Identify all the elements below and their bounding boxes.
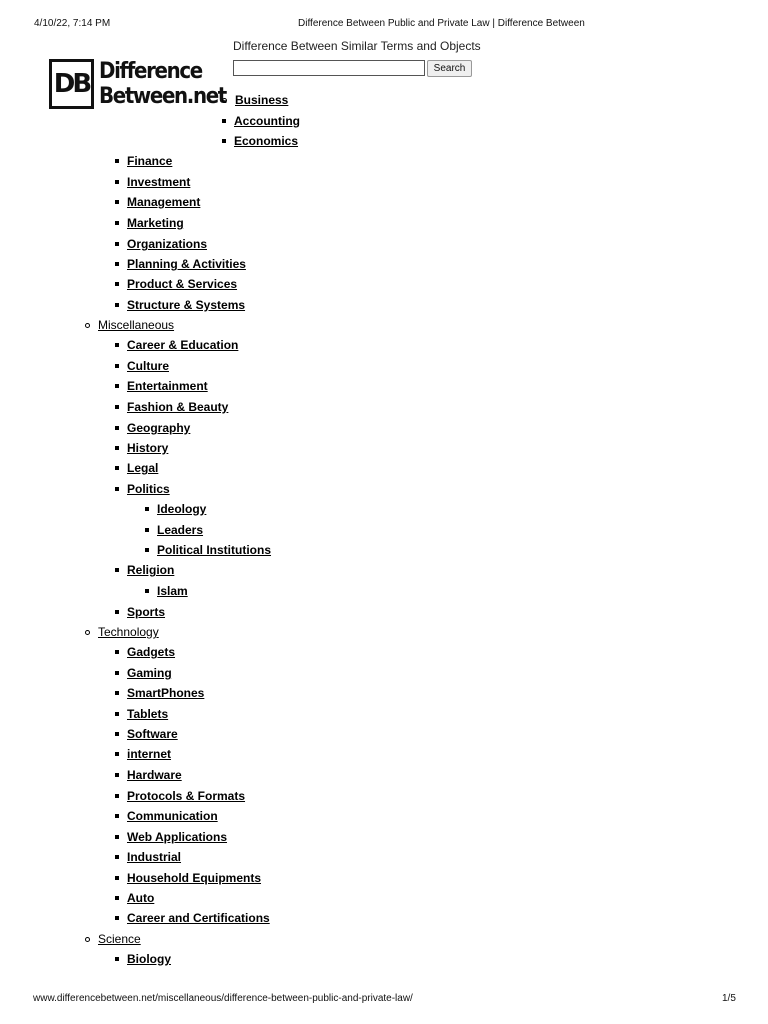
- nav-subitem[interactable]: [115, 421, 190, 435]
- nav-link-career-certifications[interactable]: Career and Certifications: [127, 911, 270, 925]
- square-bullet-icon: [115, 180, 119, 184]
- nav-subitem[interactable]: [115, 195, 200, 209]
- search-button[interactable]: Search: [427, 60, 472, 77]
- logo-line-1: Difference: [99, 59, 202, 84]
- square-bullet-icon: [115, 896, 119, 900]
- nav-link-industrial[interactable]: Industrial: [127, 850, 182, 864]
- square-bullet-icon: [115, 426, 119, 430]
- nav-link-internet[interactable]: internet: [127, 747, 172, 761]
- square-bullet-icon: [115, 691, 119, 695]
- square-bullet-icon: [115, 568, 119, 572]
- nav-subsubitem[interactable]: [145, 523, 203, 537]
- nav-link-smartphones[interactable]: SmartPhones: [127, 686, 205, 700]
- nav-link-politics[interactable]: Politics: [127, 482, 170, 496]
- nav-subitem[interactable]: [115, 952, 171, 966]
- nav-link-economics[interactable]: Economics: [234, 134, 299, 148]
- logo-line-2: Between.net: [99, 84, 226, 109]
- square-bullet-icon: [115, 773, 119, 777]
- nav-link-ideology[interactable]: Ideology: [157, 502, 207, 516]
- square-bullet-icon: [115, 364, 119, 368]
- square-bullet-icon: [115, 466, 119, 470]
- nav-subitem[interactable]: [115, 154, 172, 168]
- circle-bullet-icon: [222, 98, 227, 103]
- square-bullet-icon: [145, 589, 149, 593]
- nav-subitem[interactable]: [115, 707, 168, 721]
- nav-link-legal[interactable]: Legal: [127, 461, 159, 475]
- nav-link-fashion[interactable]: Fashion & Beauty: [127, 400, 229, 414]
- nav-link-gadgets[interactable]: Gadgets: [127, 645, 176, 659]
- nav-link-management[interactable]: Management: [127, 195, 201, 209]
- nav-link-culture[interactable]: Culture: [127, 359, 169, 373]
- nav-subitem[interactable]: [115, 686, 204, 700]
- square-bullet-icon: [115, 159, 119, 163]
- nav-link-political-institutions[interactable]: Political Institutions: [157, 543, 272, 557]
- square-bullet-icon: [115, 200, 119, 204]
- square-bullet-icon: [115, 835, 119, 839]
- nav-link-web-applications[interactable]: Web Applications: [127, 830, 228, 844]
- search-input[interactable]: [233, 60, 425, 76]
- print-date: 4/10/22, 7:14 PM: [34, 18, 111, 29]
- nav-subitem[interactable]: [115, 789, 245, 803]
- nav-link-gaming[interactable]: Gaming: [127, 666, 172, 680]
- nav-subitem[interactable]: [115, 359, 169, 373]
- nav-subsubitem[interactable]: [145, 502, 206, 516]
- nav-link-history[interactable]: History: [127, 441, 169, 455]
- nav-item-miscellaneous[interactable]: [85, 318, 174, 332]
- nav-link-technology[interactable]: Technology: [98, 625, 159, 639]
- nav-link-organizations[interactable]: Organizations: [127, 237, 208, 251]
- nav-subitem[interactable]: [115, 237, 207, 251]
- logo-wordmark: [99, 59, 226, 109]
- nav-subitem[interactable]: [115, 400, 228, 414]
- nav-subsubitem[interactable]: [145, 584, 188, 598]
- square-bullet-icon: [115, 487, 119, 491]
- nav-link-marketing[interactable]: Marketing: [127, 216, 184, 230]
- print-page-title: Difference Between Public and Private Law | Difference Between: [298, 18, 585, 29]
- nav-item-business[interactable]: [222, 93, 288, 107]
- nav-subitem[interactable]: [115, 911, 270, 925]
- nav-link-planning[interactable]: Planning & Activities: [127, 257, 246, 271]
- logo-mark-icon: DB: [49, 59, 94, 109]
- square-bullet-icon: [115, 752, 119, 756]
- square-bullet-icon: [115, 732, 119, 736]
- nav-subitem[interactable]: [115, 809, 218, 823]
- nav-subitem[interactable]: [115, 298, 245, 312]
- nav-subitem[interactable]: [115, 175, 190, 189]
- square-bullet-icon: [115, 303, 119, 307]
- square-bullet-icon: [115, 650, 119, 654]
- nav-link-communication[interactable]: Communication: [127, 809, 218, 823]
- circle-bullet-icon: [85, 937, 90, 942]
- square-bullet-icon: [115, 712, 119, 716]
- nav-subitem[interactable]: [115, 277, 237, 291]
- nav-link-accounting[interactable]: Accounting: [234, 114, 300, 128]
- nav-subitem[interactable]: [115, 727, 178, 741]
- square-bullet-icon: [115, 876, 119, 880]
- square-bullet-icon: [115, 916, 119, 920]
- nav-link-science[interactable]: Science: [98, 932, 141, 946]
- nav-subitem[interactable]: [115, 850, 181, 864]
- square-bullet-icon: [222, 119, 226, 123]
- nav-link-hardware[interactable]: Hardware: [127, 768, 182, 782]
- square-bullet-icon: [115, 610, 119, 614]
- square-bullet-icon: [115, 262, 119, 266]
- square-bullet-icon: [222, 139, 226, 143]
- square-bullet-icon: [115, 384, 119, 388]
- nav-link-software[interactable]: Software: [127, 727, 178, 741]
- nav-subitem[interactable]: [115, 830, 227, 844]
- nav-link-structure[interactable]: Structure & Systems: [127, 298, 246, 312]
- nav-subitem[interactable]: [222, 114, 300, 128]
- square-bullet-icon: [145, 548, 149, 552]
- square-bullet-icon: [115, 957, 119, 961]
- square-bullet-icon: [115, 343, 119, 347]
- nav-item-technology[interactable]: [85, 625, 159, 639]
- nav-link-entertainment[interactable]: Entertainment: [127, 379, 208, 393]
- nav-link-tablets[interactable]: Tablets: [127, 707, 169, 721]
- nav-subitem[interactable]: [222, 134, 298, 148]
- nav-link-product[interactable]: Product & Services: [127, 277, 238, 291]
- nav-subitem[interactable]: [115, 563, 174, 577]
- nav-link-investment[interactable]: Investment: [127, 175, 191, 189]
- print-page-number: 1/5: [722, 993, 736, 1004]
- nav-link-finance[interactable]: Finance: [127, 154, 173, 168]
- nav-link-auto[interactable]: Auto: [127, 891, 155, 905]
- nav-link-miscellaneous[interactable]: Miscellaneous: [98, 318, 175, 332]
- nav-subitem[interactable]: [115, 891, 154, 905]
- square-bullet-icon: [115, 242, 119, 246]
- site-logo[interactable]: [49, 59, 240, 109]
- nav-subitem[interactable]: [115, 338, 238, 352]
- nav-subitem[interactable]: [115, 441, 168, 455]
- square-bullet-icon: [115, 221, 119, 225]
- square-bullet-icon: [115, 814, 119, 818]
- nav-subitem[interactable]: [115, 768, 182, 782]
- nav-link-protocols[interactable]: Protocols & Formats: [127, 789, 246, 803]
- nav-link-sports[interactable]: Sports: [127, 605, 166, 619]
- nav-subitem[interactable]: [115, 216, 184, 230]
- site-tagline: Difference Between Similar Terms and Objects: [233, 39, 481, 53]
- nav-link-religion[interactable]: Religion: [127, 563, 175, 577]
- nav-link-islam[interactable]: Islam: [157, 584, 188, 598]
- nav-link-business[interactable]: Business: [235, 93, 289, 107]
- nav-subitem[interactable]: [115, 666, 172, 680]
- nav-subitem[interactable]: [115, 747, 171, 761]
- square-bullet-icon: [115, 794, 119, 798]
- nav-subitem[interactable]: [115, 645, 175, 659]
- square-bullet-icon: [115, 855, 119, 859]
- nav-link-biology[interactable]: Biology: [127, 952, 171, 966]
- nav-subitem[interactable]: [115, 605, 165, 619]
- nav-subitem[interactable]: [115, 871, 261, 885]
- nav-subitem[interactable]: [115, 379, 208, 393]
- nav-subsubitem[interactable]: [145, 543, 271, 557]
- square-bullet-icon: [115, 405, 119, 409]
- square-bullet-icon: [115, 671, 119, 675]
- nav-subitem[interactable]: [115, 482, 170, 496]
- circle-bullet-icon: [85, 323, 90, 328]
- square-bullet-icon: [115, 282, 119, 286]
- print-url: www.differencebetween.net/miscellaneous/difference-between-public-and-private-law/: [33, 993, 413, 1004]
- nav-link-geography[interactable]: Geography: [127, 421, 191, 435]
- square-bullet-icon: [145, 528, 149, 532]
- square-bullet-icon: [115, 446, 119, 450]
- square-bullet-icon: [145, 507, 149, 511]
- nav-link-leaders[interactable]: Leaders: [157, 523, 204, 537]
- nav-item-science[interactable]: [85, 932, 141, 946]
- nav-subitem[interactable]: [115, 257, 246, 271]
- nav-link-household-equipments[interactable]: Household Equipments: [127, 871, 262, 885]
- nav-subitem[interactable]: [115, 461, 158, 475]
- nav-link-career-education[interactable]: Career & Education: [127, 338, 239, 352]
- circle-bullet-icon: [85, 630, 90, 635]
